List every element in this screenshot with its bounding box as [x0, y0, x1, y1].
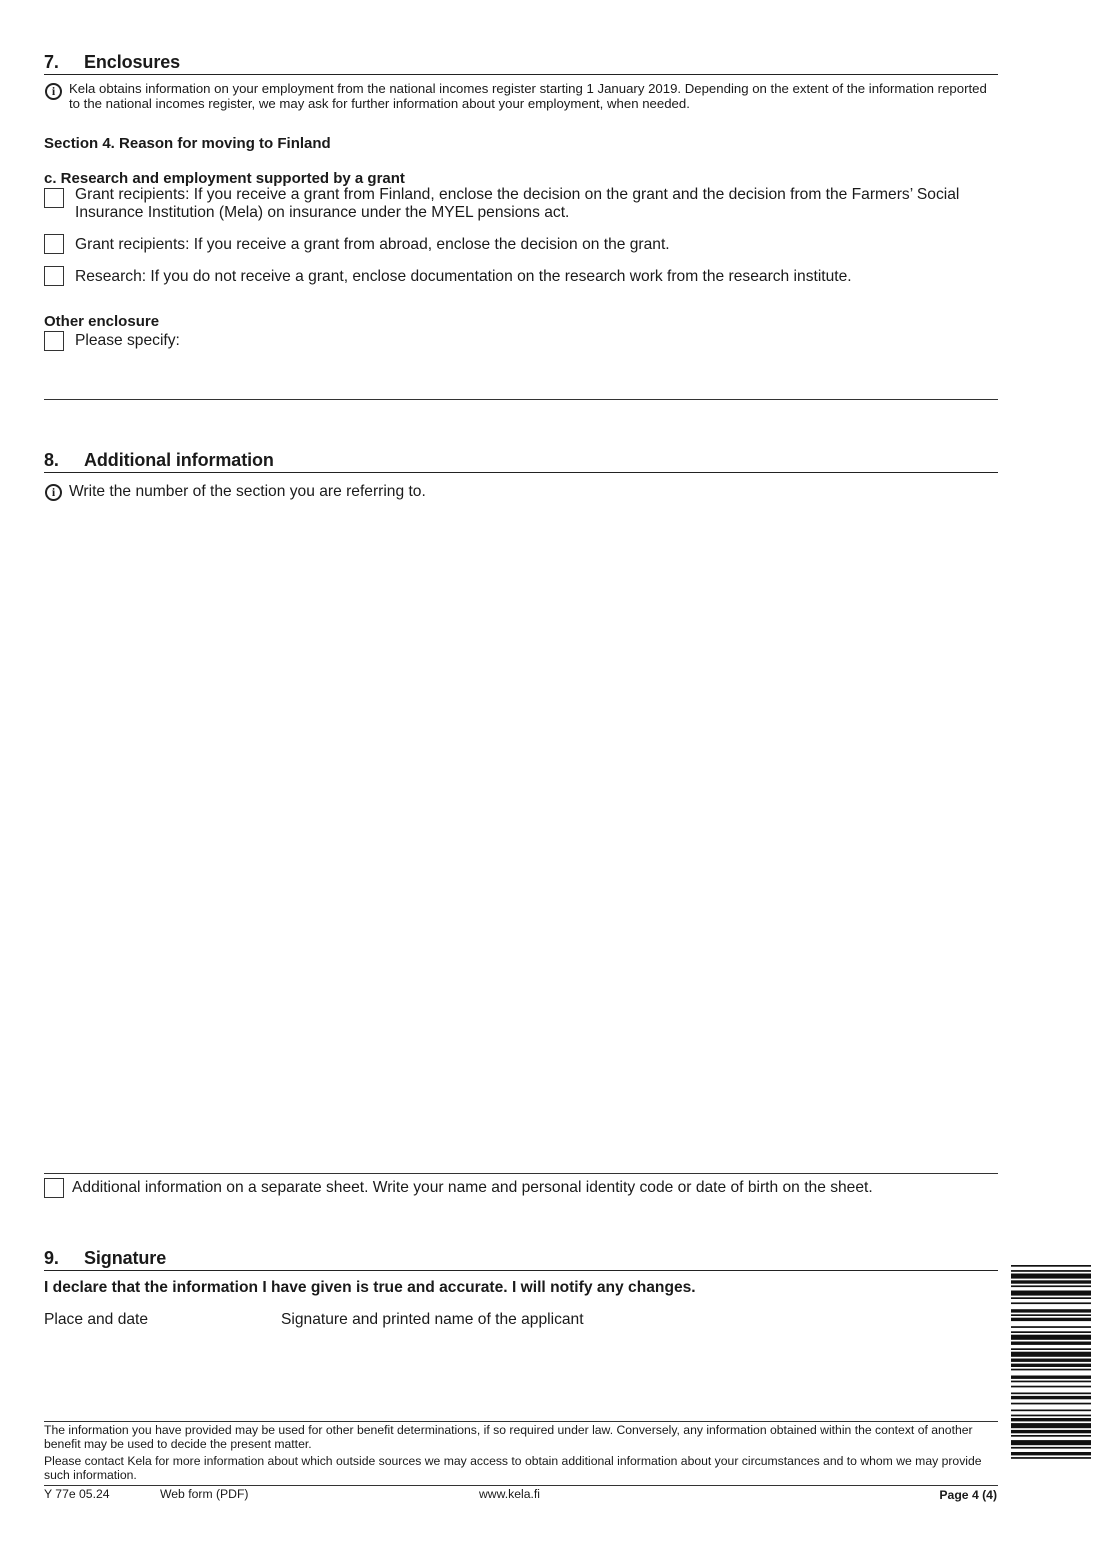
barcode-bar	[1011, 1396, 1091, 1399]
subsection-title: Section 4. Reason for moving to Finland	[44, 135, 331, 152]
section-7-title: Enclosures	[84, 52, 181, 72]
barcode-bar	[1011, 1265, 1091, 1267]
separate-sheet-label: Additional information on a separate sheet. Write your name and personal identity code or date of birth on the sheet.	[72, 1179, 873, 1196]
grant-abroad-label: Grant recipients: If you receive a grant from abroad, enclose the decision on the grant.	[75, 236, 670, 253]
barcode-bar	[1011, 1381, 1091, 1383]
barcode-bar	[1011, 1452, 1091, 1455]
barcode-bar	[1011, 1342, 1091, 1345]
footer-bottom-rule	[44, 1485, 998, 1486]
section-9-title: Signature	[84, 1248, 167, 1268]
additional-information-textarea[interactable]	[44, 505, 998, 1170]
barcode-bar	[1011, 1447, 1091, 1449]
barcode-bar	[1011, 1270, 1091, 1272]
footer-top-rule	[44, 1421, 998, 1422]
barcode-bar	[1011, 1285, 1091, 1287]
barcode-bar	[1011, 1297, 1091, 1299]
additional-info-bottom-rule	[44, 1173, 998, 1174]
section-8-title: Additional information	[84, 450, 274, 470]
section-7-number: 7.	[44, 52, 59, 72]
form-type: Web form (PDF)	[160, 1487, 249, 1501]
barcode-bar	[1011, 1364, 1091, 1367]
section-7-info-text: Kela obtains information on your employment from the national incomes register starting 1 January 2019. Depending on the extent of the information reported to the national incomes register, we may ask for further information about your employment, when needed.	[69, 81, 987, 111]
barcode-bar	[1011, 1302, 1091, 1304]
section-8-info-text: Write the number of the section you are referring to.	[69, 483, 426, 500]
info-circle-icon: i	[45, 83, 62, 100]
barcode-bar	[1011, 1440, 1091, 1445]
barcode-icon	[1011, 1265, 1091, 1520]
barcode-bar	[1011, 1280, 1091, 1283]
other-enclosure-underline	[44, 399, 998, 400]
barcode-bar	[1011, 1393, 1091, 1395]
section-8-header	[44, 450, 998, 473]
barcode-bar	[1011, 1369, 1091, 1371]
barcode-bar	[1011, 1403, 1091, 1405]
declaration-text: I declare that the information I have given is true and accurate. I will notify any changes.	[44, 1279, 696, 1296]
grant-finland-checkbox[interactable]	[44, 188, 64, 208]
other-enclosure-input[interactable]	[180, 330, 995, 396]
website: www.kela.fi	[479, 1487, 540, 1501]
other-enclosure-title: Other enclosure	[44, 313, 160, 330]
form-code: Y 77e 05.24	[44, 1487, 110, 1501]
section-8-number: 8.	[44, 450, 59, 470]
section-9-header	[44, 1248, 998, 1271]
barcode-bar	[1011, 1430, 1091, 1433]
research-checkbox[interactable]	[44, 266, 64, 286]
barcode-bar	[1011, 1376, 1091, 1379]
other-enclosure-checkbox[interactable]	[44, 331, 64, 351]
info-circle-icon: i	[45, 484, 62, 501]
page-number: Page 4 (4)	[939, 1488, 997, 1502]
grant-abroad-checkbox[interactable]	[44, 234, 64, 254]
signature-label: Signature and printed name of the applicant	[281, 1311, 584, 1328]
footer-note-2: Please contact Kela for more information about which outside sources we may access to obtain additional information about your circumstances and to whom we may provide such information.	[44, 1454, 982, 1482]
place-date-label: Place and date	[44, 1311, 149, 1328]
barcode-bar	[1011, 1331, 1091, 1333]
barcode-bar	[1011, 1359, 1091, 1362]
barcode-bar	[1011, 1348, 1091, 1350]
section-7-header	[44, 52, 998, 75]
barcode-bar	[1011, 1410, 1091, 1412]
barcode-bar	[1011, 1335, 1091, 1340]
barcode-bar	[1011, 1326, 1091, 1328]
footer-note-1: The information you have provided may be used for other benefit determinations, if so required under law. Conversely, any information obtained within the context of another benefit may be used to decide the present matter.	[44, 1423, 973, 1451]
barcode-bar	[1011, 1435, 1091, 1437]
separate-sheet-checkbox[interactable]	[44, 1178, 64, 1198]
barcode-bar	[1011, 1418, 1091, 1421]
barcode-bar	[1011, 1318, 1091, 1321]
signature-field[interactable]	[281, 1332, 996, 1417]
research-label: Research: If you do not receive a grant, enclose documentation on the research work from the research institute.	[75, 268, 852, 285]
barcode-bar	[1011, 1274, 1091, 1279]
barcode-bar	[1011, 1423, 1091, 1428]
place-date-field[interactable]	[44, 1332, 269, 1417]
barcode-bar	[1011, 1291, 1091, 1296]
barcode-bar	[1011, 1457, 1091, 1459]
barcode-bar	[1011, 1352, 1091, 1357]
barcode-bar	[1011, 1309, 1091, 1312]
barcode-bar	[1011, 1314, 1091, 1316]
section-9-number: 9.	[44, 1248, 59, 1268]
barcode-bar	[1011, 1415, 1091, 1417]
barcode-bar	[1011, 1386, 1091, 1388]
other-enclosure-label: Please specify:	[75, 332, 180, 349]
grant-finland-label: Grant recipients: If you receive a grant from Finland, enclose the decision on the grant and the decision from the Farmers’ Social Insurance Institution (Mela) on insurance under the MYEL pensions act.	[75, 186, 960, 221]
group-c-title: c. Research and employment supported by a grant	[44, 170, 405, 187]
